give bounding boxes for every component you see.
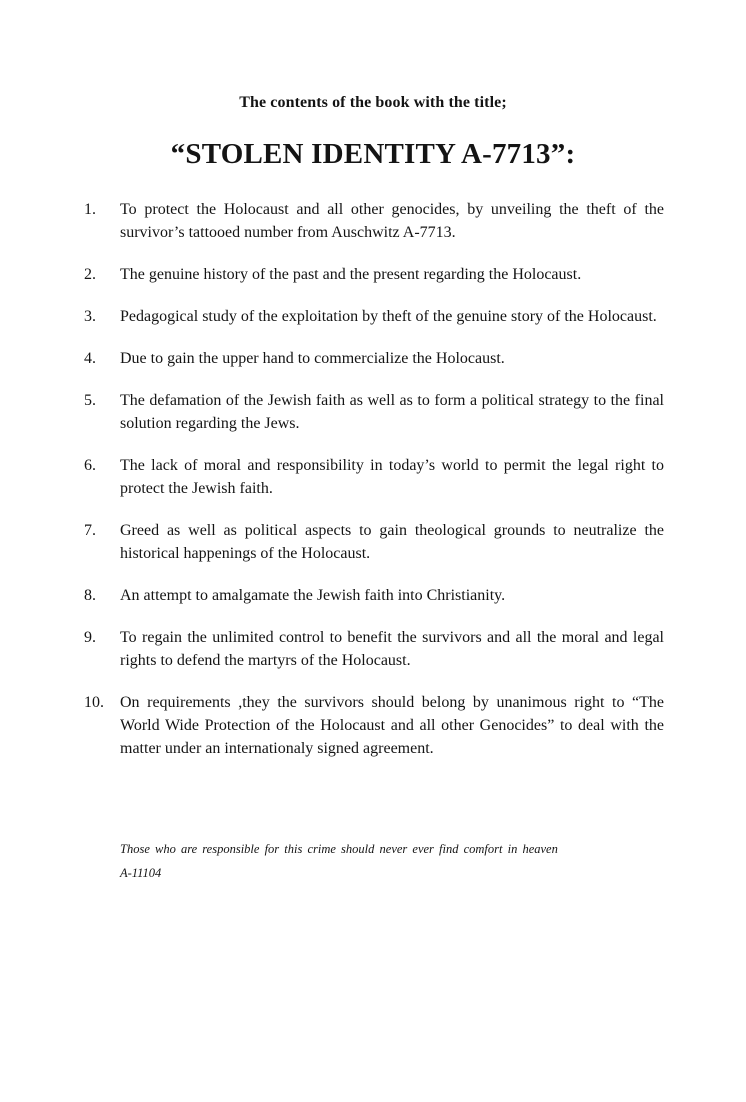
list-item	[84, 626, 664, 672]
item-number: 8.	[84, 587, 96, 604]
item-number: 9.	[84, 629, 96, 646]
closing-note	[120, 837, 660, 885]
item-number: 3.	[84, 308, 96, 325]
item-text: An attempt to amalgamate the Jewish faith into Christianity.	[120, 587, 506, 604]
document-subtitle: The contents of the book with the title;	[239, 94, 507, 111]
item-number: 10.	[84, 694, 104, 711]
list-item	[84, 584, 664, 607]
item-text: The defamation of the Jewish faith as well as to form a political strategy to the final solution regarding the Jews.	[120, 392, 664, 432]
closing-note-text: Those who are responsible for this crime should never ever find comfort in heaven	[120, 842, 558, 856]
list-item	[84, 263, 664, 286]
item-text: To protect the Holocaust and all other genocides, by unveiling the theft of the survivor’s tattooed number from Auschwitz A-7713.	[120, 201, 664, 241]
list-item	[84, 519, 664, 565]
item-number: 2.	[84, 266, 96, 283]
item-text: Pedagogical study of the exploitation by theft of the genuine story of the Holocaust.	[120, 308, 657, 325]
item-text: To regain the unlimited control to benefit the survivors and all the moral and legal rights to defend the martyrs of the Holocaust.	[120, 629, 664, 669]
item-number: 4.	[84, 350, 96, 367]
item-text: Due to gain the upper hand to commercialize the Holocaust.	[120, 350, 505, 367]
list-item	[84, 198, 664, 244]
item-text: The genuine history of the past and the present regarding the Holocaust.	[120, 266, 582, 283]
list-item	[84, 389, 664, 435]
item-text: Greed as well as political aspects to gain theological grounds to neutralize the historical happenings of the Holocaust.	[120, 522, 664, 562]
list-item	[84, 454, 664, 500]
contents-list	[84, 198, 664, 779]
list-item	[84, 691, 664, 760]
item-text: The lack of moral and responsibility in today’s world to permit the legal right to protect the Jewish faith.	[120, 457, 664, 497]
item-number: 1.	[84, 201, 96, 218]
document-title: “STOLEN IDENTITY A-7713”:	[170, 138, 576, 170]
item-number: 7.	[84, 522, 96, 539]
item-text: On requirements ,they the survivors should belong by unanimous right to “The World Wide Protection of the Holocaust and all other Genocides” to deal with the matter under an internationaly signed agreement.	[120, 694, 664, 757]
item-number: 5.	[84, 392, 96, 409]
list-item	[84, 347, 664, 370]
list-item	[84, 305, 664, 328]
closing-signature: A-11104	[120, 866, 162, 880]
item-number: 6.	[84, 457, 96, 474]
